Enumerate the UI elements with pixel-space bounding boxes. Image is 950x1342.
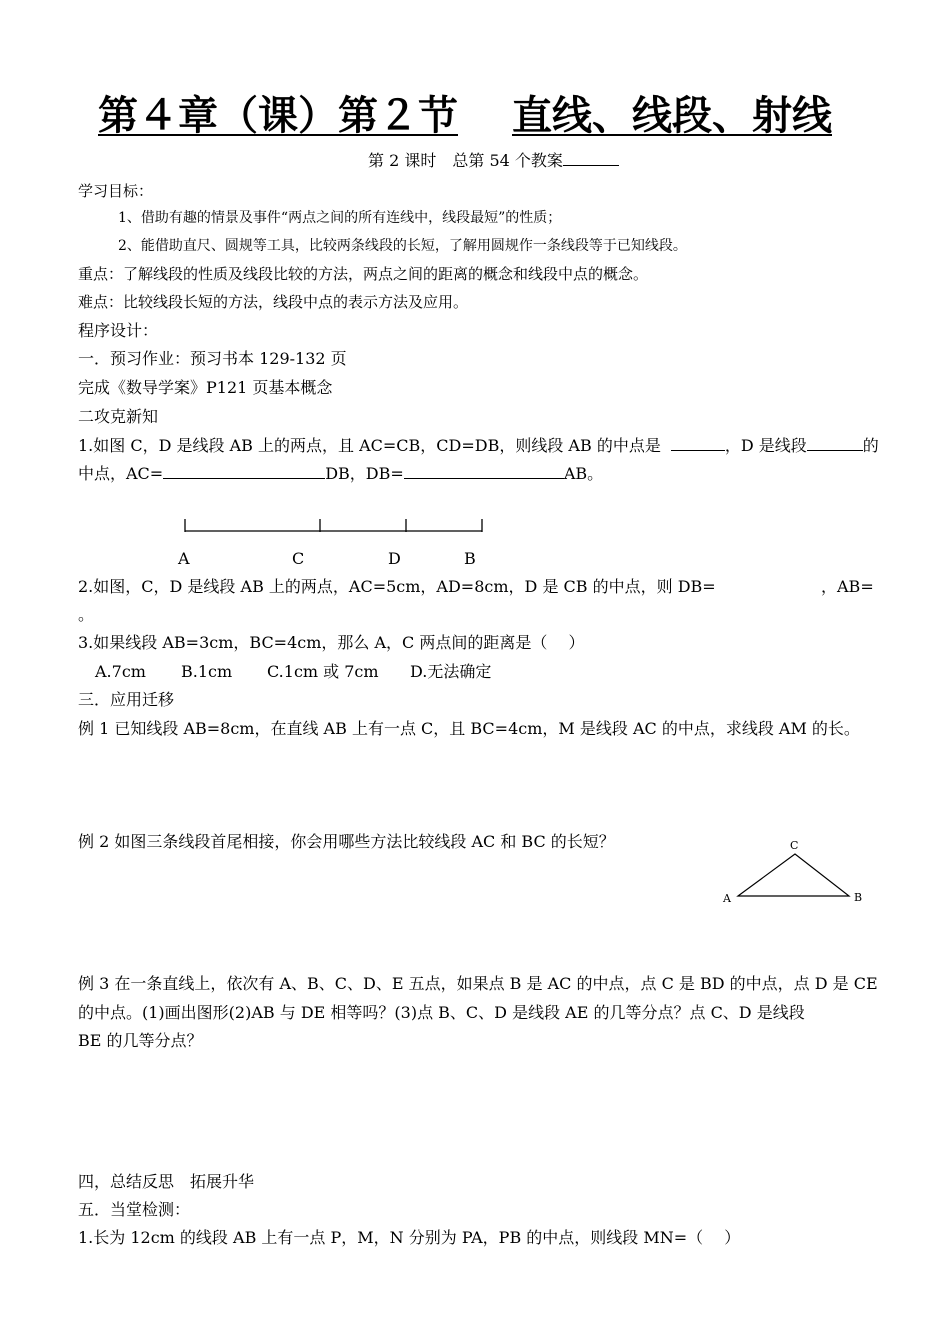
goal-item-2: 2、能借助直尺、圆规等工具，比较两条线段的长短，了解用圆规作一条线段等于已知线段。 (118, 238, 687, 254)
triangle-label-a: A (723, 892, 731, 905)
example-3-line-3: BE 的几等分点？ (78, 1031, 203, 1050)
title-chapter: 第４章（课）第２节 (98, 92, 458, 139)
q1-text-a: 1.如图 C，D 是线段 AB 上的两点，且 AC=CB，CD=DB，则线段 AB 的中点是 (78, 436, 661, 455)
q2-text-b: ，AB= (821, 577, 874, 596)
goal-item-1: 1、借助有趣的情景及事件“两点之间的所有连线中，线段最短”的性质； (118, 210, 562, 226)
design-heading: 程序设计： (78, 321, 159, 340)
triangle-figure (722, 839, 862, 905)
question-3-stem: 3.如果线段 AB=3cm，BC=4cm，那么 A，C 两点间的距离是（ ） (78, 633, 585, 652)
q3-option-a: A.7cm (95, 662, 146, 681)
q1-text-f: AB。 (563, 464, 604, 483)
q1-text-d: 中点，AC= (78, 464, 164, 483)
q3-option-d: D.无法确定 (410, 662, 492, 681)
q3-option-b: B.1cm (181, 662, 233, 681)
triangle-label-b: B (854, 891, 863, 904)
q3-option-c: C.1cm 或 7cm (267, 662, 379, 681)
label-b: B (464, 549, 476, 568)
example-2: 例 2 如图三条线段首尾相接，你会用哪些方法比较线段 AC 和 BC 的长短？ (78, 832, 615, 851)
new-knowledge-heading: 二攻克新知 (78, 407, 159, 426)
q1-text-c: 的 (862, 436, 879, 455)
preview-heading: 一．预习作业：预习书本 129-132 页 (78, 349, 347, 368)
question-2-line-2: 。 (78, 605, 95, 624)
preview-task: 完成《数导学案》P121 页基本概念 (78, 378, 333, 397)
segment-figure (177, 519, 482, 568)
label-d: D (388, 549, 401, 568)
key-point: 重点：了解线段的性质及线段比较的方法，两点之间的距离的概念和线段中点的概念。 (78, 265, 649, 283)
label-a: A (178, 549, 190, 568)
q1-text-e: DB，DB= (325, 464, 404, 483)
application-heading: 三．应用迁移 (78, 690, 175, 709)
check-question-1: 1.长为 12cm 的线段 AB 上有一点 P，M，N 分别为 PA，PB 的中点，则线段 MN=（ ） (78, 1228, 741, 1247)
label-c: C (292, 549, 305, 568)
q1-text-b: ，D 是线段 (724, 436, 807, 455)
title-topic: 直线、线段、射线 (512, 92, 832, 139)
q2-text-a: 2.如图，C，D 是线段 AB 上的两点，AC=5cm，AD=8cm，D 是 CB 的中点，则 DB= (78, 577, 716, 596)
triangle-label-c: C (790, 839, 799, 852)
goals-heading: 学习目标： (78, 182, 154, 200)
subtitle-text: 第 2 课时 总第 54 个教案 (368, 151, 563, 170)
triangle-abc (738, 854, 849, 896)
summary-heading: 四，总结反思 拓展升华 (78, 1172, 255, 1191)
example-1: 例 1 已知线段 AB=8cm，在直线 AB 上有一点 C，且 BC=4cm，M 是线段 AC 的中点，求线段 AM 的长。 (78, 719, 860, 738)
check-heading: 五．当堂检测： (78, 1200, 191, 1219)
question-2-line-1 (78, 577, 716, 597)
example-3-line-2: 的中点。(1)画出图形(2)AB 与 DE 相等吗？(3)点 B、C、D 是线段 AE 的几等分点？点 C、D 是线段 (78, 1003, 805, 1022)
difficulty: 难点：比较线段长短的方法，线段中点的表示方法及应用。 (78, 293, 469, 311)
example-3-line-1: 例 3 在一条直线上，依次有 A、B、C、D、E 五点，如果点 B 是 AC 的中点，点 C 是 BD 的中点，点 D 是 CE (78, 974, 878, 993)
